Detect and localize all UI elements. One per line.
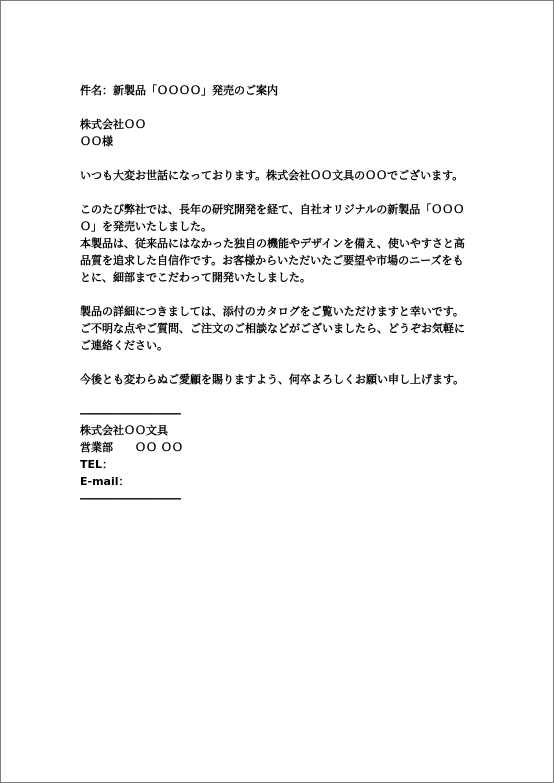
- announcement-paragraph: [80, 201, 480, 286]
- recipient-person: ＯＯ様: [80, 135, 113, 148]
- spacer: [80, 184, 480, 201]
- announcement-line: 品質を追求した自信作です。お客様からいただいたご要望や市場のニーズをも: [80, 254, 464, 267]
- signature-tel: TEL：: [80, 458, 114, 471]
- signature-person-line: [80, 439, 480, 456]
- announcement-line: Ｏ」を発売いたしました。: [80, 220, 212, 233]
- spacer: [80, 99, 480, 116]
- spacer: [80, 354, 480, 371]
- details-paragraph: [80, 303, 480, 354]
- announcement-line: 本製品は、従来品にはなかった独自の機能やデザインを備え、使いやすさと高: [80, 237, 465, 250]
- subject-line: 件名：新製品「ＯＯＯＯ」発売のご案内: [80, 84, 278, 97]
- greeting-line: いつも大変お世話になっております。株式会社ＯＯ文具のＯＯでございます。: [80, 169, 464, 182]
- signature-rule-top: ――――――――――: [80, 407, 180, 420]
- letter-body: [80, 82, 480, 507]
- signature-company: 株式会社ＯＯ文具: [80, 424, 168, 437]
- spacer: [80, 388, 480, 405]
- details-line: ご不明な点やご質問、ご注文のご相談などがございましたら、どうぞお気軽に: [80, 322, 465, 335]
- recipient-company: 株式会社ＯＯ: [80, 118, 146, 131]
- spacer: [80, 286, 480, 303]
- signature-email: E-mail：: [80, 475, 130, 488]
- announcement-line: このたび弊社では、長年の研究開発を経て、自社オリジナルの新製品「ＯＯＯ: [80, 203, 465, 216]
- signature-block: [80, 405, 480, 507]
- signature-name: ＯＯ ＯＯ: [135, 441, 183, 454]
- details-line: ご連絡ください。: [80, 339, 168, 352]
- details-line: 製品の詳細につきましては、添付のカタログをご覧いただけますと幸いです。: [80, 305, 464, 318]
- closing-line: 今後とも変わらぬご愛顧を賜りますよう、何卒よろしくお願い申し上げます。: [80, 373, 465, 386]
- spacer: [80, 150, 480, 167]
- announcement-line: とに、細部までこだわって開発いたしました。: [80, 271, 311, 284]
- signature-rule-bottom: ――――――――――: [80, 492, 180, 505]
- signature-department: 営業部: [80, 441, 113, 454]
